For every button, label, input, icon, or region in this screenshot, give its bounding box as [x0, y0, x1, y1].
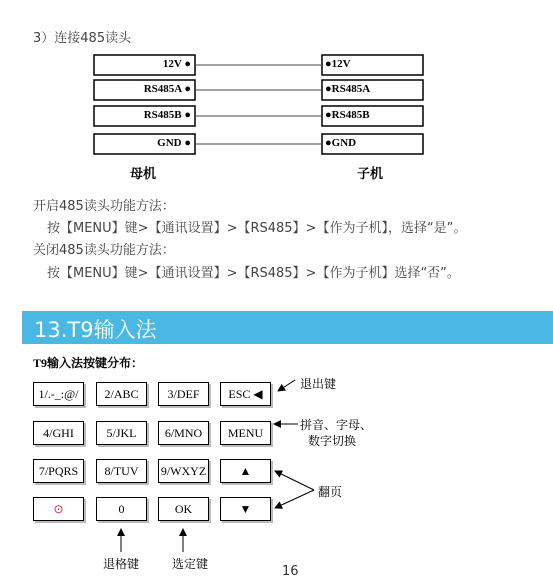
host-pin-rs485b: RS485B ● [143, 109, 191, 121]
enable-steps: 按【MENU】键>【通讯设置】>【RS485】>【作为子机】，选择“是”。 [47, 221, 467, 236]
exit-annotation: 退出键 [300, 377, 337, 391]
slave-pin-gnd: ●GND [325, 137, 357, 149]
key-9[interactable]: 9/WXYZ [158, 459, 209, 483]
key-1[interactable]: 1/.-_:@/ [33, 382, 84, 406]
switch-annotation-1: 拼音、字母、 [300, 418, 373, 432]
key-backspace[interactable]: ⊙ [33, 497, 84, 521]
key-4[interactable]: 4/GHI [33, 421, 84, 445]
page-annotation: 翻页 [318, 485, 343, 499]
key-esc[interactable]: ESC ◀ [220, 382, 271, 406]
key-7[interactable]: 7/PQRS [33, 459, 84, 483]
slave-pin-rs485b: ●RS485B [325, 109, 370, 121]
enable-title: 开启485读头功能方法： [33, 199, 175, 214]
host-pin-12v: 12V ● [162, 58, 191, 70]
section-title: 13.T9输入法 [34, 318, 157, 342]
page-number: 16 [282, 564, 299, 579]
slave-pin-12v: ●12V [325, 58, 351, 70]
key-menu[interactable]: MENU [220, 421, 271, 445]
disable-title: 关闭485读头功能方法： [33, 243, 175, 258]
step-heading: 3）连接485读头 [33, 31, 132, 46]
host-label: 母机 [130, 166, 157, 181]
key-2[interactable]: 2/ABC [96, 382, 147, 406]
key-6[interactable]: 6/MNO [158, 421, 209, 445]
select-annotation: 选定键 [172, 557, 209, 571]
backspace-annotation: 退格键 [103, 557, 140, 571]
host-pin-gnd: GND ● [157, 137, 191, 149]
key-ok[interactable]: OK [158, 497, 209, 521]
switch-annotation-2: 数字切换 [308, 434, 357, 448]
key-5[interactable]: 5/JKL [96, 421, 147, 445]
key-up[interactable]: ▲ [220, 459, 271, 483]
key-8[interactable]: 8/TUV [96, 459, 147, 483]
key-down[interactable]: ▼ [220, 497, 271, 521]
annotation-arrows [0, 340, 553, 573]
disable-steps: 按【MENU】键>【通讯设置】>【RS485】>【作为子机】选择“否”。 [47, 266, 460, 281]
host-pin-rs485a: RS485A ● [143, 83, 191, 95]
key-0[interactable]: 0 [96, 497, 147, 521]
slave-label: 子机 [357, 166, 384, 181]
slave-pin-rs485a: ●RS485A [325, 83, 371, 95]
t9-title: T9输入法按键分布： [33, 356, 144, 370]
key-3[interactable]: 3/DEF [158, 382, 209, 406]
